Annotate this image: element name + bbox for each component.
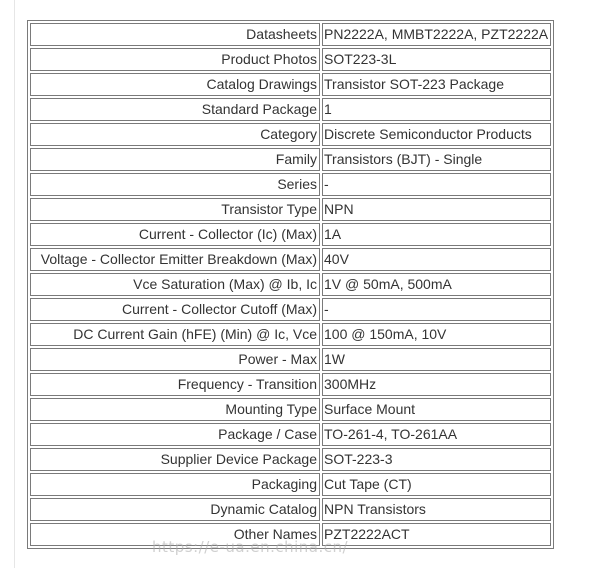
spec-label: DC Current Gain (hFE) (Min) @ Ic, Vce xyxy=(30,323,320,346)
spec-label: Family xyxy=(30,148,320,171)
spec-value: 100 @ 150mA, 10V xyxy=(322,323,551,346)
spec-label: Power - Max xyxy=(30,348,320,371)
spec-value[interactable]: PN2222A, MMBT2222A, PZT2222A xyxy=(322,23,551,46)
table-row xyxy=(30,198,551,221)
spec-label: Mounting Type xyxy=(30,398,320,421)
spec-value: Surface Mount xyxy=(322,398,551,421)
spec-label: Category xyxy=(30,123,320,146)
table-row xyxy=(30,273,551,296)
spec-label: Transistor Type xyxy=(30,198,320,221)
spec-value: 300MHz xyxy=(322,373,551,396)
table-row xyxy=(30,523,551,546)
spec-value: SOT-223-3 xyxy=(322,448,551,471)
spec-label: Frequency - Transition xyxy=(30,373,320,396)
spec-value[interactable]: Transistor SOT-223 Package xyxy=(322,73,551,96)
table-row xyxy=(30,323,551,346)
spec-label: Current - Collector (Ic) (Max) xyxy=(30,223,320,246)
spec-value[interactable]: SOT223-3L xyxy=(322,48,551,71)
table-row xyxy=(30,123,551,146)
spec-label: Datasheets xyxy=(30,23,320,46)
table-row xyxy=(30,248,551,271)
table-row xyxy=(30,98,551,121)
spec-label: Catalog Drawings xyxy=(30,73,320,96)
table-row xyxy=(30,23,551,46)
table-row xyxy=(30,48,551,71)
spec-label: Standard Package xyxy=(30,98,320,121)
spec-label: Voltage - Collector Emitter Breakdown (Max) xyxy=(30,248,320,271)
spec-label: Other Names xyxy=(30,523,320,546)
spec-value[interactable]: Transistors (BJT) - Single xyxy=(322,148,551,171)
spec-value: 40V xyxy=(322,248,551,271)
spec-label: Product Photos xyxy=(30,48,320,71)
spec-value: 1A xyxy=(322,223,551,246)
table-row xyxy=(30,223,551,246)
spec-label: Current - Collector Cutoff (Max) xyxy=(30,298,320,321)
table-row xyxy=(30,448,551,471)
spec-label: Package / Case xyxy=(30,423,320,446)
table-row xyxy=(30,398,551,421)
table-row xyxy=(30,148,551,171)
table-row xyxy=(30,373,551,396)
watermark: https://e-ua.en.china.cn/ xyxy=(152,538,349,556)
spec-label: Packaging xyxy=(30,473,320,496)
table-row xyxy=(30,498,551,521)
table-row xyxy=(30,298,551,321)
spec-value: NPN xyxy=(322,198,551,221)
spec-value: - xyxy=(322,173,551,196)
spec-value[interactable]: Discrete Semiconductor Products xyxy=(322,123,551,146)
table-row xyxy=(30,423,551,446)
spec-value: 1W xyxy=(322,348,551,371)
spec-label: Vce Saturation (Max) @ Ib, Ic xyxy=(30,273,320,296)
spec-value: - xyxy=(322,298,551,321)
table-row xyxy=(30,173,551,196)
spec-label: Dynamic Catalog xyxy=(30,498,320,521)
spec-value: 1V @ 50mA, 500mA xyxy=(322,273,551,296)
table-row xyxy=(30,348,551,371)
spec-value: 1 xyxy=(322,98,551,121)
spec-value: Cut Tape (CT) xyxy=(322,473,551,496)
spec-value: PZT2222ACT xyxy=(322,523,551,546)
table-row xyxy=(30,473,551,496)
spec-label: Supplier Device Package xyxy=(30,448,320,471)
spec-value[interactable]: NPN Transistors xyxy=(322,498,551,521)
spec-label: Series xyxy=(30,173,320,196)
spec-value: TO-261-4, TO-261AA xyxy=(322,423,551,446)
spec-table xyxy=(27,20,554,549)
table-row xyxy=(30,73,551,96)
